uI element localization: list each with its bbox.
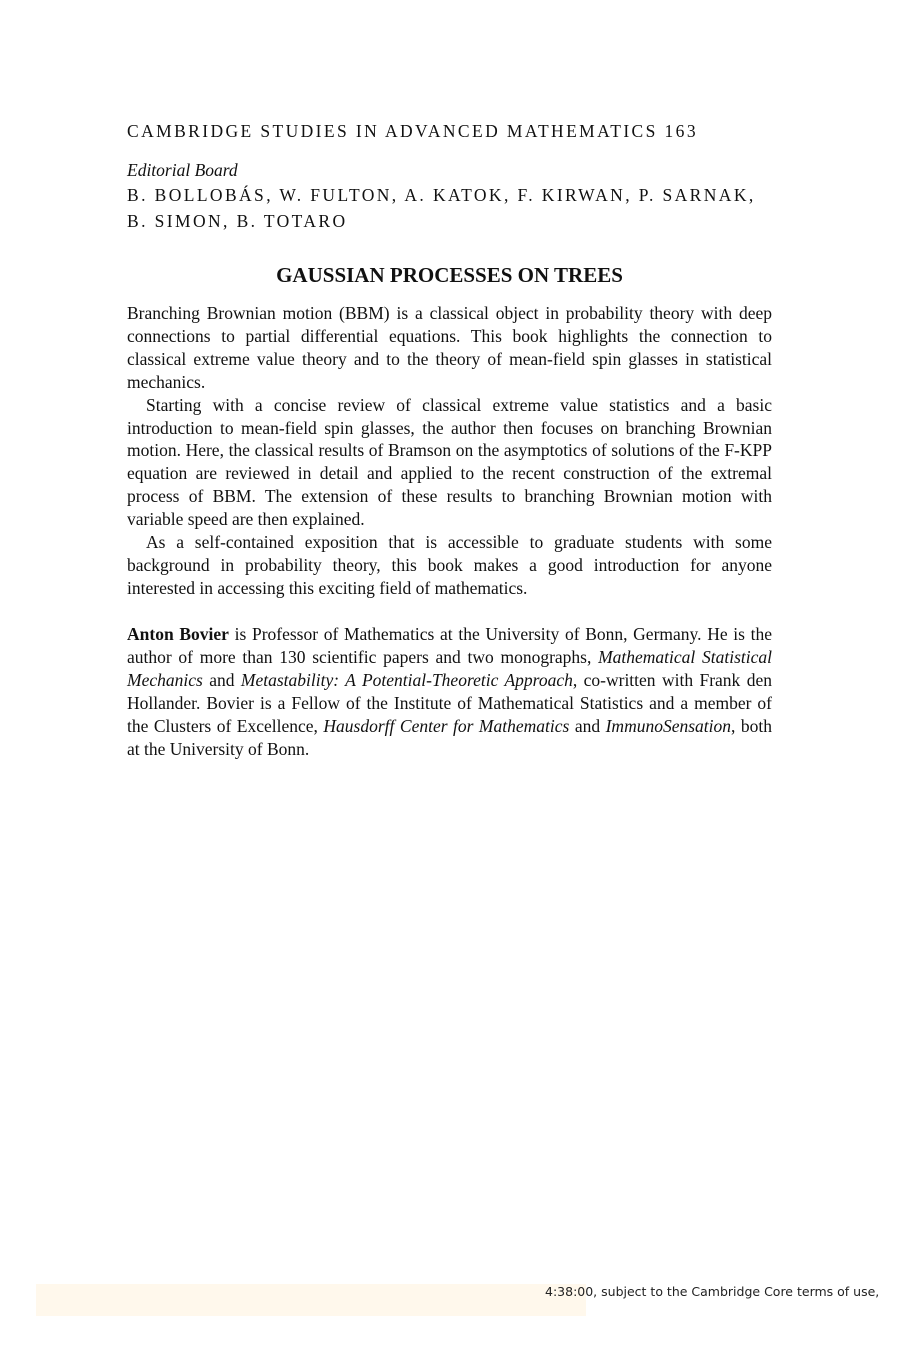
institution-reference: ImmunoSensation: [605, 716, 732, 736]
footer-terms-text: 4:38:00, subject to the Cambridge Core terms of use,: [545, 1284, 880, 1299]
book-reference: Metastability: A Potential-Theoretic Approach: [240, 670, 573, 690]
book-description: [127, 302, 772, 600]
editorial-board-names: [127, 183, 787, 234]
author-name: Anton Bovier: [127, 624, 229, 644]
series-title: CAMBRIDGE STUDIES IN ADVANCED MATHEMATICS 163: [127, 121, 698, 141]
institution-reference: Hausdorff Center for Mathematics: [323, 716, 570, 736]
editorial-board-line: B. BOLLOBÁS, W. FULTON, A. KATOK, F. KIRWAN, P. SARNAK,: [127, 185, 756, 205]
book-title: GAUSSIAN PROCESSES ON TREES: [276, 263, 623, 287]
author-bio-text: and: [569, 716, 606, 736]
author-bio: [127, 623, 772, 761]
author-bio-text: and: [202, 670, 241, 690]
author-bio-text: , co-written with Frank den Hollander. Bovier is a Fellow of the Institute of Mathematical Statistics and a member of the Clusters of Excellence,: [127, 670, 772, 736]
footer-highlight-band: [36, 1284, 586, 1316]
author-bio-text: is Professor of Mathematics at the University of Bonn, Germany. He is the author of more than 130 scientific papers and two monographs,: [127, 624, 772, 667]
description-paragraph: Starting with a concise review of classical extreme value statistics and a basic introduction to mean-field spin glasses, the author then focuses on branching Brownian motion. Here, the classical results of Bramson on the asymptotics of solutions of the F-KPP equation are reviewed in detail and applied to the recent construction of the extremal process of BBM. The extension of these results to branching Brownian motion with variable speed are then explained.: [127, 394, 772, 530]
author-bio-text: , both at the University of Bonn.: [127, 716, 772, 759]
editorial-board-label: Editorial Board: [127, 160, 238, 180]
editorial-board-line: B. SIMON, B. TOTARO: [127, 210, 348, 231]
book-reference: Mathematical Statistical Mechanics: [127, 647, 772, 690]
description-paragraph: As a self-contained exposition that is accessible to graduate students with some background in probability theory, this book makes a good introduction for anyone interested in accessing this exciting field of mathematics.: [127, 532, 772, 598]
description-paragraph: Branching Brownian motion (BBM) is a classical object in probability theory with deep connections to partial differential equations. This book highlights the connection to classical extreme value theory and to the theory of mean-field spin glasses in statistical mechanics.: [127, 303, 772, 392]
